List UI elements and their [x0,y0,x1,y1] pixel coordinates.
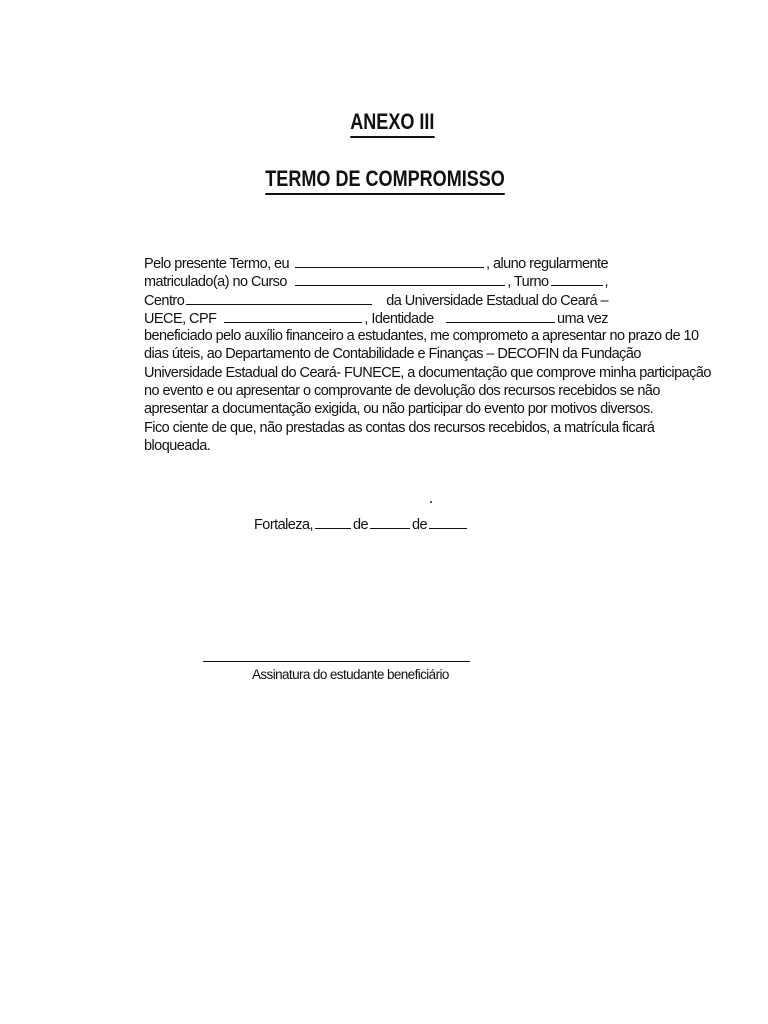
body-line-7: Universidade Estadual do Ceará- FUNECE, a documentação que comprove minha participação [144,364,711,381]
scan-speck [430,501,432,503]
term-title: TERMO DE COMPROMISSO [1,166,768,195]
year-blank [429,515,467,529]
course-blank [295,272,505,286]
body-line-4 [144,309,608,327]
body-text-segment: Pelo presente Termo, eu [144,256,290,272]
body-line-9: apresentar a documentação exigida, ou não participar do evento por motivos diversos. [144,401,654,418]
shift-blank [551,272,603,286]
body-line-2 [144,272,608,290]
annex-title: ANEXO III [8,109,768,138]
day-blank [315,515,351,529]
body-text-segment: matriculado(a) no Curso [144,274,287,291]
body-line-10: Fico ciente de que, não prestadas as contas dos recursos recebidos, a matrícula ficará [144,419,655,436]
date-de-1: de [352,517,369,533]
body-line-1 [144,254,608,272]
city-label: Fortaleza, [254,517,313,533]
term-body [144,254,711,455]
body-line-6: dias úteis, ao Departamento de Contabilidade e Finanças – DECOFIN da Fundação [144,346,641,363]
body-text-segment: UECE, CPF [144,310,217,327]
date-line [254,515,469,533]
body-line-8: no evento e ou apresentar o comprovante de devolução dos recursos recebidos se não [144,383,660,400]
body-text-segment: Centro [144,292,185,309]
body-text-segment: , aluno regularmente [486,256,608,272]
signature-line [203,661,470,662]
body-line-5: beneficiado pelo auxílio financeiro a estudantes, me comprometo a apresentar no prazo de 10 [144,328,699,345]
body-line-3 [144,291,608,309]
body-text-segment: , Identidade [364,310,434,327]
center-blank [186,291,372,305]
month-blank [370,515,410,529]
body-text-segment: uma vez [557,310,608,327]
body-text-segment: da Universidade Estadual do Ceará – [386,292,608,309]
cpf-blank [224,309,362,323]
identity-blank [446,309,555,323]
body-line-11: bloqueada. [144,437,211,454]
name-blank [295,254,484,268]
body-text-segment: , [604,274,608,291]
body-text-segment: , Turno [507,274,549,291]
signature-label: Assinatura do estudante beneficiário [252,667,449,682]
date-de-2: de [412,517,428,533]
